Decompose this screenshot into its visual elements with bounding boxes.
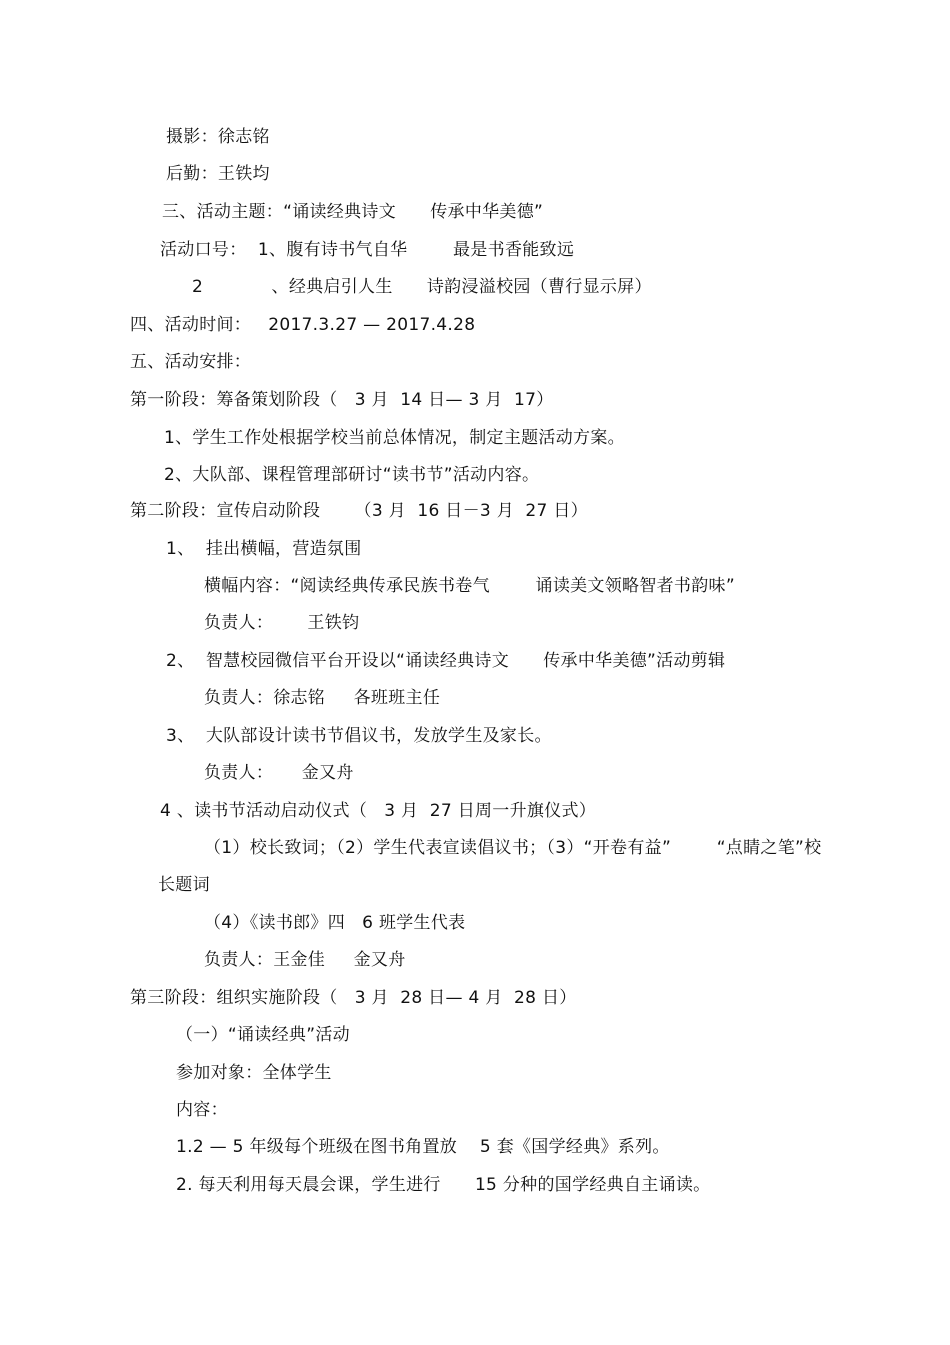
text-line-content-label: 内容： — [176, 1100, 228, 1120]
text-line-stage-3-sub-1: （一）“诵读经典”活动 — [176, 1025, 350, 1045]
text-line-responsible-3: 负责人： 金又舟 — [204, 763, 354, 783]
text-line-stage-1: 第一阶段：筹备策划阶段（ 3 月 14 日— 3 月 17） — [130, 390, 554, 410]
text-line-participants: 参加对象：全体学生 — [176, 1063, 332, 1083]
text-line-stage-2-item-2: 2、 智慧校园微信平台开设以“诵读经典诗文 传承中华美德”活动剪辑 — [166, 651, 726, 671]
text-line-responsible-1: 负责人： 王铁钧 — [204, 613, 360, 633]
text-line-theme: 三、活动主题：“诵读经典诗文 传承中华美德” — [162, 202, 544, 222]
text-line-stage-2-item-3: 3、 大队部设计读书节倡议书，发放学生及家长。 — [166, 726, 552, 746]
text-line-content-2: 2. 每天利用每天晨会课，学生进行 15 分种的国学经典自主诵读。 — [176, 1175, 711, 1195]
text-line-ceremony-program-4: （4）《读书郎》四 6 班学生代表 — [204, 913, 466, 933]
text-line-stage-2-item-1: 1、 挂出横幅，营造氛围 — [166, 539, 362, 559]
text-line-ceremony-program-cont: 长题词 — [158, 875, 210, 895]
text-line-content-1: 1.2 — 5 年级每个班级在图书角置放 5 套《国学经典》系列。 — [176, 1137, 670, 1157]
text-line-responsible-2: 负责人：徐志铭 各班班主任 — [204, 688, 441, 708]
text-line-photography: 摄影：徐志铭 — [166, 127, 270, 147]
text-line-stage-1-item-2: 2、大队部、课程管理部研讨“读书节”活动内容。 — [164, 465, 540, 485]
text-line-stage-2-item-4: 4 、读书节活动启动仪式（ 3 月 27 日周一升旗仪式） — [160, 801, 597, 821]
text-line-banner-content: 横幅内容：“阅读经典传承民族书卷气 诵读美文领略智者书韵味” — [204, 576, 735, 596]
text-line-slogan-1: 活动口号： 1、腹有诗书气自华 最是书香能致远 — [160, 240, 575, 260]
text-line-stage-1-item-1: 1、学生工作处根据学校当前总体情况，制定主题活动方案。 — [164, 428, 625, 448]
text-line-activity-time: 四、活动时间： 2017.3.27 — 2017.4.28 — [130, 315, 476, 335]
text-line-activity-arrangement: 五、活动安排： — [130, 352, 252, 372]
text-line-ceremony-program: （1）校长致词；（2）学生代表宣读倡议书；（3）“开卷有益” “点睛之笔”校 — [204, 838, 822, 858]
text-line-responsible-4: 负责人：王金佳 金又舟 — [204, 950, 406, 970]
text-line-stage-2: 第二阶段：宣传启动阶段 （3 月 16 日－3 月 27 日） — [130, 501, 588, 521]
text-line-stage-3: 第三阶段：组织实施阶段（ 3 月 28 日— 4 月 28 日） — [130, 988, 577, 1008]
text-line-slogan-2: 2 、经典启引人生 诗韵浸溢校园（曹行显示屏） — [192, 277, 652, 297]
text-line-logistics: 后勤：王铁均 — [166, 164, 270, 184]
